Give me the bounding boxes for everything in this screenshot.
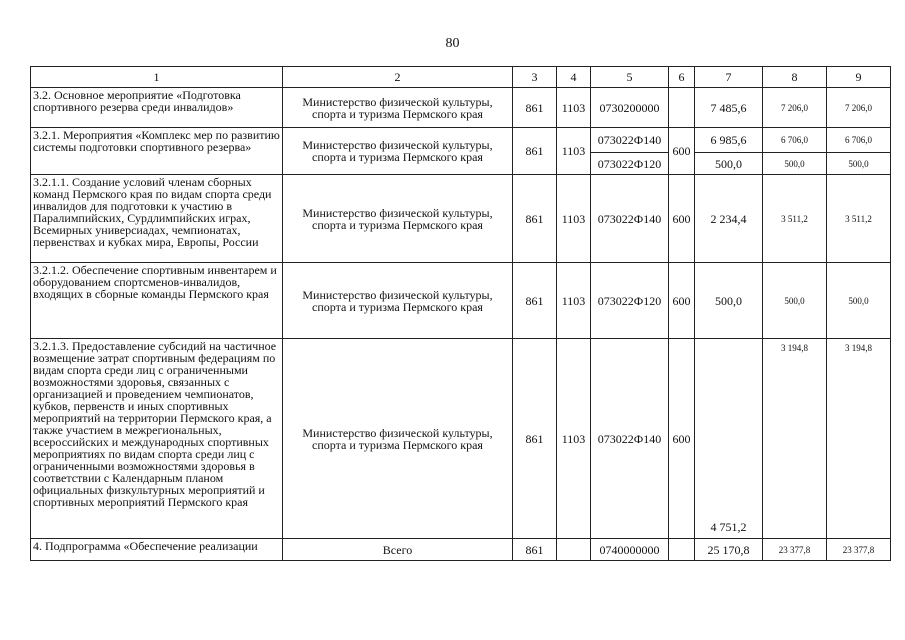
row-executor: Министерство физической культуры, спорта и туризма Пермского края [283,175,513,263]
header-cell: 6 [669,67,695,88]
row-section: 1103 [557,88,591,128]
table-row [31,88,891,128]
row-year3: 6 706,0 [827,128,891,153]
row-year1: 25 170,8 [695,539,763,561]
header-cell: 2 [283,67,513,88]
header-cell: 5 [591,67,669,88]
row-year2: 500,0 [763,153,827,175]
budget-table [30,66,891,561]
row-year2: 500,0 [763,263,827,339]
row-year2: 23 377,8 [763,539,827,561]
row-csr: 0730200000 [591,88,669,128]
row-section: 1103 [557,128,591,175]
table-row [31,263,891,339]
row-csr: 073022Ф140 [591,128,669,153]
row-csr: 073022Ф120 [591,153,669,175]
row-section: 1103 [557,263,591,339]
row-year3: 500,0 [827,153,891,175]
row-grbs: 861 [513,339,557,539]
row-name: 3.2.1. Мероприятия «Комплекс мер по развитию системы подготовки спортивного резерва» [31,128,283,175]
row-executor: Всего [283,539,513,561]
row-name: 3.2.1.2. Обеспечение спортивным инвентарем и оборудованием спортсменов-инвалидов, входящих в сборные команды Пермского края [31,263,283,339]
table-row [31,175,891,263]
row-grbs: 861 [513,88,557,128]
header-cell: 8 [763,67,827,88]
table-row [31,128,891,153]
row-year3: 3 511,2 [827,175,891,263]
row-executor: Министерство физической культуры, спорта и туризма Пермского края [283,88,513,128]
row-csr: 073022Ф140 [591,339,669,539]
row-csr: 0740000000 [591,539,669,561]
row-grbs: 861 [513,175,557,263]
row-year1: 500,0 [695,153,763,175]
row-year3: 500,0 [827,263,891,339]
table-row [31,539,891,561]
row-year1: 2 234,4 [695,175,763,263]
row-name: 3.2.1.1. Создание условий членам сборных команд Пермского края по видам спорта среди инвалидов для подготовки к участию в Паралимпийских, Сурдлимпийских играх, Всемирных универсиадах, чемпионатах, первенствах и кубках мира, Европы, России [31,175,283,263]
row-year1: 7 485,6 [695,88,763,128]
row-vr: 600 [669,175,695,263]
row-grbs: 861 [513,539,557,561]
header-cell: 9 [827,67,891,88]
row-year3: 3 194,8 [827,339,891,539]
row-year2: 6 706,0 [763,128,827,153]
header-row [31,67,891,88]
row-vr [669,88,695,128]
row-vr: 600 [669,339,695,539]
row-year3: 7 206,0 [827,88,891,128]
row-grbs: 861 [513,263,557,339]
header-cell: 1 [31,67,283,88]
row-year2: 7 206,0 [763,88,827,128]
row-vr [669,539,695,561]
row-name: 4. Подпрограмма «Обеспечение реализации [31,539,283,561]
row-section [557,539,591,561]
row-executor: Министерство физической культуры, спорта и туризма Пермского края [283,128,513,175]
header-cell: 7 [695,67,763,88]
row-year2: 3 511,2 [763,175,827,263]
row-csr: 073022Ф140 [591,175,669,263]
row-year1: 4 751,2 [695,339,763,539]
row-section: 1103 [557,339,591,539]
row-year1: 6 985,6 [695,128,763,153]
header-cell: 4 [557,67,591,88]
row-grbs: 861 [513,128,557,175]
row-year3: 23 377,8 [827,539,891,561]
row-executor: Министерство физической культуры, спорта и туризма Пермского края [283,339,513,539]
row-year2: 3 194,8 [763,339,827,539]
table-row [31,339,891,539]
row-name: 3.2. Основное мероприятие «Подготовка спортивного резерва среди инвалидов» [31,88,283,128]
row-year1: 500,0 [695,263,763,339]
row-vr: 600 [669,128,695,175]
header-cell: 3 [513,67,557,88]
row-name: 3.2.1.3. Предоставление субсидий на частичное возмещение затрат спортивным федерациям по видам спорта среди лиц с ограниченными возможностями здоровья, связанных с организацией и проведением чемпионатов, кубков, первенств и иных спортивных мероприятий на территории Пермского края, а также участием в межрегиональных, всероссийских и международных спортивных мероприятиях по видам спорта среди лиц с ограниченными возможностями здоровья в соответствии с Календарным планом официальных физкультурных мероприятий и спортивных мероприятий Пермского края [31,339,283,539]
row-executor: Министерство физической культуры, спорта и туризма Пермского края [283,263,513,339]
row-csr: 073022Ф120 [591,263,669,339]
row-section: 1103 [557,175,591,263]
row-vr: 600 [669,263,695,339]
page-number: 80 [445,36,460,51]
